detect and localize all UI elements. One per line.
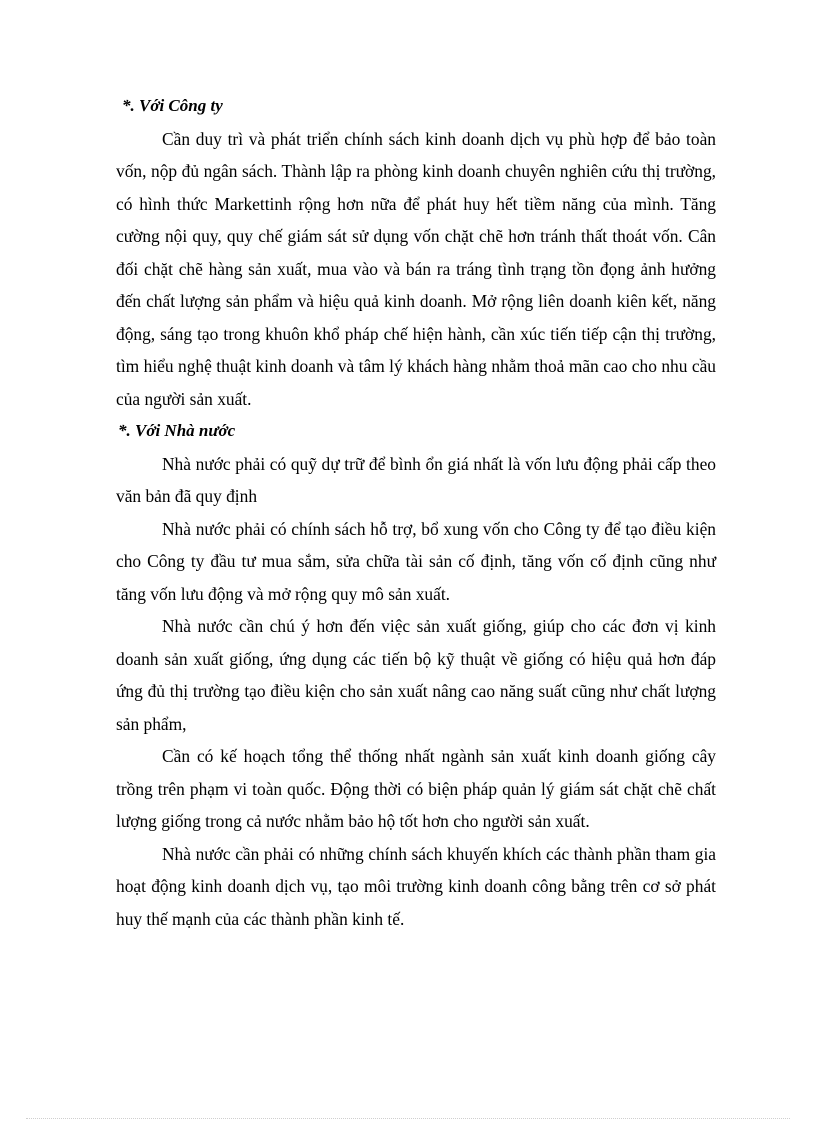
paragraph: Nhà nước phải có quỹ dự trữ để bình ổn giá nhất là vốn lưu động phải cấp theo văn bản đã quy định (116, 453, 716, 506)
section-heading: *. Với Công ty (122, 96, 223, 115)
paragraph: Nhà nước cần chú ý hơn đến việc sản xuất giống, giúp cho các đơn vị kinh doanh sản xuất giống, ứng dụng các tiến bộ kỹ thuật về giống có hiệu quả hơn đáp ứng đủ thị trường tạo điều kiện cho sản xuất nâng cao năng suất cũng như chất lượng sản phẩm, (116, 616, 716, 734)
section-cong-ty (116, 90, 716, 415)
paragraph: Cần duy trì và phát triển chính sách kinh doanh dịch vụ phù hợp để bảo toàn vốn, nộp đủ ngân sách. Thành lập ra phòng kinh doanh chuyên nghiên cứu thị trường, có hình thức Markettinh rộng hơn nữa để phát huy hết tiềm năng của mình. Tăng cường nội quy, quy chế giám sát sử dụng vốn chặt chẽ hơn tránh thất thoát vốn. Cân đối chặt chẽ hàng sản xuất, mua vào và bán ra tráng tình trạng tồn đọng ảnh hưởng đến chất lượng sản phẩm và hiệu quả kinh doanh. Mở rộng liên doanh kiên kết, năng động, sáng tạo trong khuôn khổ pháp chế hiện hành, cần xúc tiến tiếp cận thị trường, tìm hiểu nghệ thuật kinh doanh và tâm lý khách hàng nhằm thoả mãn cao cho nhu cầu của người sản xuất. (116, 128, 716, 409)
page-bottom-divider (26, 1118, 790, 1119)
paragraph: Nhà nước phải có chính sách hỗ trợ, bổ xung vốn cho Công ty để tạo điều kiện cho Công ty đầu tư mua sắm, sửa chữa tài sản cố định, tăng vốn cố định cũng như tăng vốn lưu động và mở rộng quy mô sản xuất. (116, 518, 716, 604)
section-heading: *. Với Nhà nước (118, 421, 236, 440)
paragraph: Cần có kế hoạch tổng thể thống nhất ngành sản xuất kinh doanh giống cây trồng trên phạm vi toàn quốc. Động thời có biện pháp quản lý giám sát chặt chẽ chất lượng giống trong cả nước nhằm bảo hộ tốt hơn cho người sản xuất. (116, 746, 716, 831)
paragraph: Nhà nước cần phải có những chính sách khuyến khích các thành phần tham gia hoạt động kinh doanh dịch vụ, tạo môi trường kinh doanh công bằng trên cơ sở phát huy thế mạnh của các thành phần kinh tế. (116, 843, 716, 929)
section-nha-nuoc (116, 415, 716, 935)
document-body (116, 90, 716, 935)
